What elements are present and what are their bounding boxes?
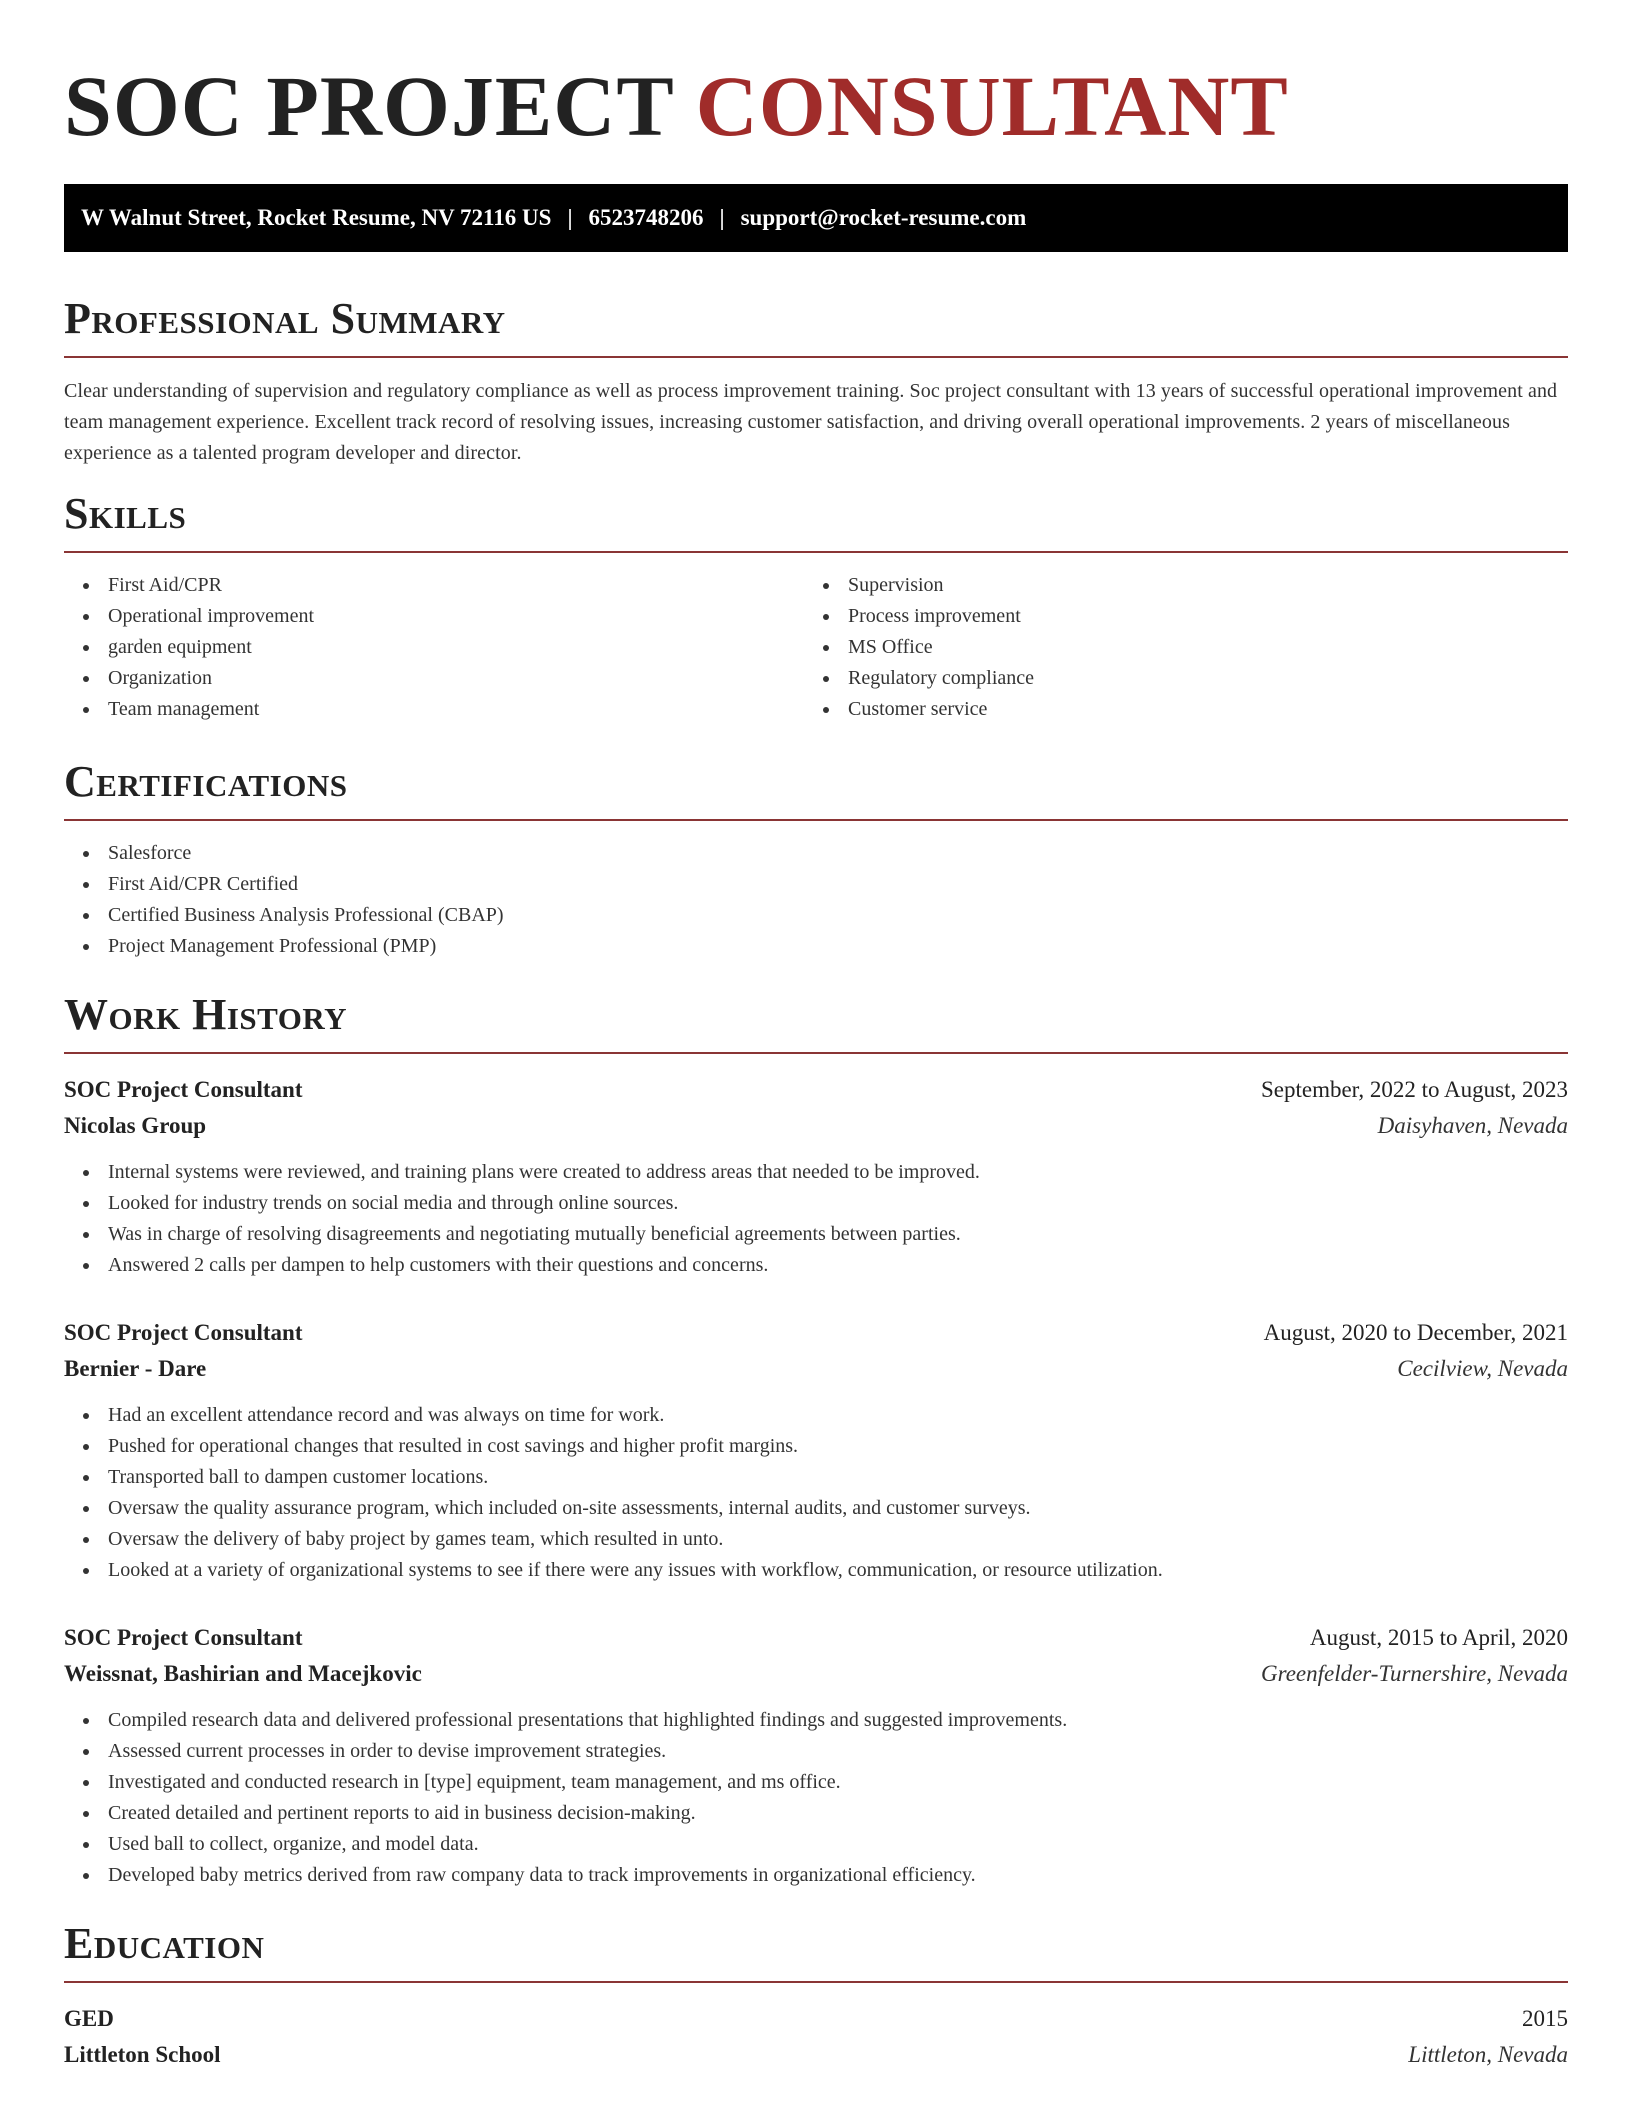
education-school: Littleton School: [64, 2042, 221, 2067]
job-entry: [64, 1620, 1568, 1891]
job-bullet: Internal systems were reviewed, and training plans were created to address areas that needed to be improved.: [64, 1157, 1568, 1188]
work-history-section: [64, 990, 1568, 1891]
job-bullet: Assessed current processes in order to devise improvement strategies.: [64, 1736, 1568, 1767]
resume-name: [64, 56, 1568, 156]
contact-address: W Walnut Street, Rocket Resume, NV 72116 US: [81, 205, 552, 230]
education-degree: GED: [64, 2006, 114, 2031]
skills-list: [64, 570, 1568, 725]
skill-item: First Aid/CPR: [64, 570, 804, 601]
job-bullets: [64, 1705, 1568, 1891]
skill-item: Operational improvement: [64, 601, 804, 632]
job-bullet: Used ball to collect, organize, and model data.: [64, 1829, 1568, 1860]
skill-item: Regulatory compliance: [804, 663, 1544, 694]
job-bullets: [64, 1400, 1568, 1586]
skills-section: [64, 489, 1568, 725]
skill-item: Process improvement: [804, 601, 1544, 632]
skill-item: Organization: [64, 663, 804, 694]
skills-column-left: [64, 570, 804, 725]
job-bullet: Had an excellent attendance record and was always on time for work.: [64, 1400, 1568, 1431]
education-header-row: [64, 2001, 1568, 2037]
job-company-row: [64, 1656, 1568, 1692]
certification-item: Certified Business Analysis Professional (CBAP): [64, 900, 1568, 931]
section-title-summary: Professional Summary: [64, 294, 506, 343]
job-bullet: Was in charge of resolving disagreements and negotiating mutually beneficial agreements between parties.: [64, 1219, 1568, 1250]
section-divider: [64, 356, 1568, 358]
section-divider: [64, 1052, 1568, 1054]
skill-item: Supervision: [804, 570, 1544, 601]
job-bullet: Oversaw the delivery of baby project by games team, which resulted in unto.: [64, 1524, 1568, 1555]
job-bullet: Looked for industry trends on social media and through online sources.: [64, 1188, 1568, 1219]
job-header-row: [64, 1072, 1568, 1108]
job-company: Bernier - Dare: [64, 1356, 207, 1381]
skill-item: garden equipment: [64, 632, 804, 663]
summary-text: Clear understanding of supervision and regulatory compliance as well as process improvement training. Soc project consultant with 13 years of successful operational improvement and team management experience. Excellent track record of resolving issues, increasing customer satisfaction, and driving overall operational improvements. 2 years of miscellaneous experience as a talented program developer and director.: [64, 380, 1558, 464]
job-bullet: Looked at a variety of organizational systems to see if there were any issues with workflow, communication, or resource utilization.: [64, 1555, 1568, 1586]
job-bullet: Answered 2 calls per dampen to help customers with their questions and concerns.: [64, 1250, 1568, 1281]
section-title-certifications: Certifications: [64, 757, 348, 806]
contact-bar: [64, 184, 1568, 252]
contact-email[interactable]: support@rocket-resume.com: [740, 205, 1027, 230]
job-title: SOC Project Consultant: [64, 1077, 303, 1102]
skill-item: MS Office: [804, 632, 1544, 663]
job-bullet: Oversaw the quality assurance program, which included on-site assessments, internal audits, and customer surveys.: [64, 1493, 1568, 1524]
job-location: Greenfelder-Turnershire, Nevada: [1260, 1661, 1568, 1686]
education-entry: [64, 2001, 1568, 2073]
contact-separator: |: [719, 205, 725, 230]
skill-item: Customer service: [804, 694, 1544, 725]
job-company: Weissnat, Bashirian and Macejkovic: [64, 1661, 422, 1686]
job-company-row: [64, 1108, 1568, 1144]
name-accent: CONSULTANT: [695, 58, 1289, 154]
job-dates: August, 2015 to April, 2020: [1309, 1625, 1568, 1650]
section-divider: [64, 1981, 1568, 1983]
job-bullet: Developed baby metrics derived from raw company data to track improvements in organizational efficiency.: [64, 1860, 1568, 1891]
certifications-list: [64, 838, 1568, 962]
summary-section: [64, 294, 1568, 469]
section-title-skills: Skills: [64, 489, 187, 538]
certification-item: Project Management Professional (PMP): [64, 931, 1568, 962]
education-section: [64, 1919, 1568, 2073]
section-divider: [64, 819, 1568, 821]
education-year: 2015: [1522, 2006, 1568, 2031]
skills-column-right: [804, 570, 1544, 725]
job-header-row: [64, 1315, 1568, 1351]
job-title: SOC Project Consultant: [64, 1625, 303, 1650]
job-dates: August, 2020 to December, 2021: [1263, 1320, 1568, 1345]
job-location: Cecilview, Nevada: [1397, 1356, 1568, 1381]
section-title-education: Education: [64, 1919, 265, 1968]
contact-phone: 6523748206: [588, 205, 704, 230]
name-first: SOC PROJECT: [64, 58, 674, 154]
job-location: Daisyhaven, Nevada: [1377, 1113, 1568, 1138]
job-bullet: Investigated and conducted research in [type] equipment, team management, and ms office.: [64, 1767, 1568, 1798]
job-entry: [64, 1315, 1568, 1586]
certification-item: Salesforce: [64, 838, 1568, 869]
certifications-section: [64, 757, 1568, 962]
section-divider: [64, 551, 1568, 553]
job-bullets: [64, 1157, 1568, 1281]
contact-separator: |: [567, 205, 573, 230]
job-bullet: Transported ball to dampen customer locations.: [64, 1462, 1568, 1493]
job-bullet: Compiled research data and delivered professional presentations that highlighted findings and suggested improvements.: [64, 1705, 1568, 1736]
section-title-work-history: Work History: [64, 990, 348, 1039]
certification-item: First Aid/CPR Certified: [64, 869, 1568, 900]
skill-item: Team management: [64, 694, 804, 725]
job-company-row: [64, 1351, 1568, 1387]
job-title: SOC Project Consultant: [64, 1320, 303, 1345]
job-entry: [64, 1072, 1568, 1281]
job-bullet: Created detailed and pertinent reports to aid in business decision-making.: [64, 1798, 1568, 1829]
job-dates: September, 2022 to August, 2023: [1260, 1077, 1568, 1102]
education-location: Littleton, Nevada: [1408, 2042, 1568, 2067]
education-school-row: [64, 2037, 1568, 2073]
job-company: Nicolas Group: [64, 1113, 207, 1138]
job-bullet: Pushed for operational changes that resulted in cost savings and higher profit margins.: [64, 1431, 1568, 1462]
job-header-row: [64, 1620, 1568, 1656]
